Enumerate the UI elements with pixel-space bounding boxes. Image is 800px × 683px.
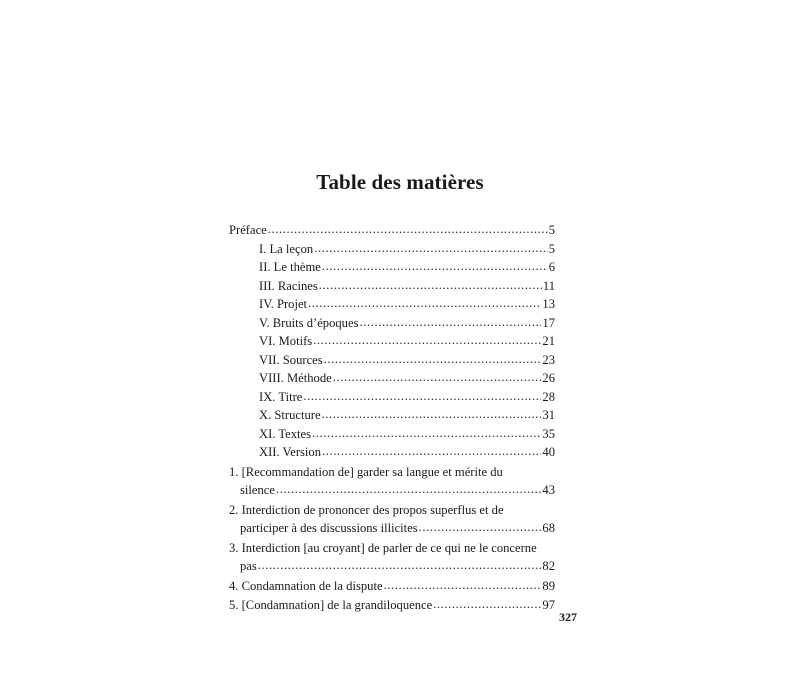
toc-entry-page: 82 [542,559,555,573]
dot-leader [333,368,542,387]
dot-leader [276,480,541,499]
toc-entry-label: 1. [Recommandation de] garder sa langue et mérite du [229,464,503,479]
dot-leader [258,556,542,575]
toc-entry-section[interactable] [259,369,555,388]
toc-entry-label: 4. Condamnation de la dispute [229,578,383,593]
toc-entry-section[interactable] [259,425,555,444]
table-of-contents [229,221,555,615]
toc-entry-section[interactable] [259,406,555,425]
toc-entry-page: 21 [542,334,555,348]
toc-entry-label-continued: pas [240,559,257,573]
toc-entry-label: II. Le thème [259,260,321,274]
toc-entry-page: 5 [548,241,555,256]
toc-entry-label: III. Racines [259,278,318,293]
dot-leader [322,257,548,276]
dot-leader [303,387,541,406]
toc-entry-page: 31 [542,408,555,422]
toc-entry-chapter-1[interactable] [229,463,555,500]
toc-entry-section[interactable] [259,332,555,351]
toc-entry-page: 68 [542,521,555,535]
toc-entry-label: X. Structure [259,408,321,422]
toc-entry-label: IX. Titre [259,389,303,404]
toc-entry-page: 89 [542,578,555,593]
dot-leader [322,442,541,461]
toc-entry-section[interactable] [259,314,555,333]
toc-entry-label: VII. Sources [259,352,323,367]
toc-entry-label: XI. Textes [259,426,312,441]
toc-entry-preface[interactable] [229,221,555,240]
dot-leader [312,424,541,443]
toc-entry-page: 40 [542,445,555,459]
toc-entry-label: IV. Projet [259,297,308,311]
dot-leader [384,576,542,595]
toc-entry-chapter-2[interactable] [229,501,555,538]
dot-leader [319,276,542,295]
toc-entry-section[interactable] [259,388,555,407]
dot-leader [324,350,542,369]
dot-leader [313,331,541,350]
toc-entry-label-continued: silence [240,483,275,497]
toc-entry-chapter-3[interactable] [229,539,555,576]
dot-leader [268,220,548,239]
toc-entry-section[interactable] [259,351,555,370]
dot-leader [359,313,541,332]
toc-entry-page: 23 [542,352,555,367]
toc-entry-section[interactable] [259,277,555,296]
toc-entry-label: 2. Interdiction de prononcer des propos superflus et de [229,502,504,517]
page-number: 327 [559,610,577,624]
toc-entry-label-continued: participer à des discussions illicites [240,521,418,535]
toc-entry-page: 5 [548,223,555,237]
toc-entry-label: I. La leçon [259,241,314,256]
dot-leader [419,518,542,537]
toc-entry-label: VI. Motifs [259,334,313,348]
toc-entry-page: 13 [542,297,555,311]
dot-leader [308,294,541,313]
toc-entry-label: V. Bruits d’époques [259,315,359,330]
toc-entry-page: 35 [542,426,555,441]
dot-leader [322,405,542,424]
toc-entry-label: 5. [Condamnation] de la grandiloquence [229,598,433,612]
dot-leader [314,239,548,258]
toc-entry-page: 11 [542,278,555,293]
toc-entry-chapter-4[interactable] [229,577,555,596]
toc-entry-page: 97 [542,598,555,612]
toc-entry-page: 17 [542,315,555,330]
toc-entry-label: VIII. Méthode [259,371,332,385]
toc-entry-label: Préface [229,223,267,237]
dot-leader [433,595,541,614]
toc-entry-page: 43 [542,483,555,497]
toc-entry-page: 26 [542,371,555,385]
toc-entry-section[interactable] [259,240,555,259]
page-title: Table des matières [316,170,484,194]
toc-entry-page: 28 [542,389,555,404]
toc-entry-label: XII. Version [259,445,322,459]
toc-entry-section[interactable] [259,443,555,462]
toc-entry-section[interactable] [259,258,555,277]
toc-entry-chapter-5[interactable] [229,596,555,615]
toc-entry-section[interactable] [259,295,555,314]
toc-entry-label: 3. Interdiction [au croyant] de parler de ce qui ne le concerne [229,540,537,555]
toc-entry-page: 6 [548,260,555,274]
